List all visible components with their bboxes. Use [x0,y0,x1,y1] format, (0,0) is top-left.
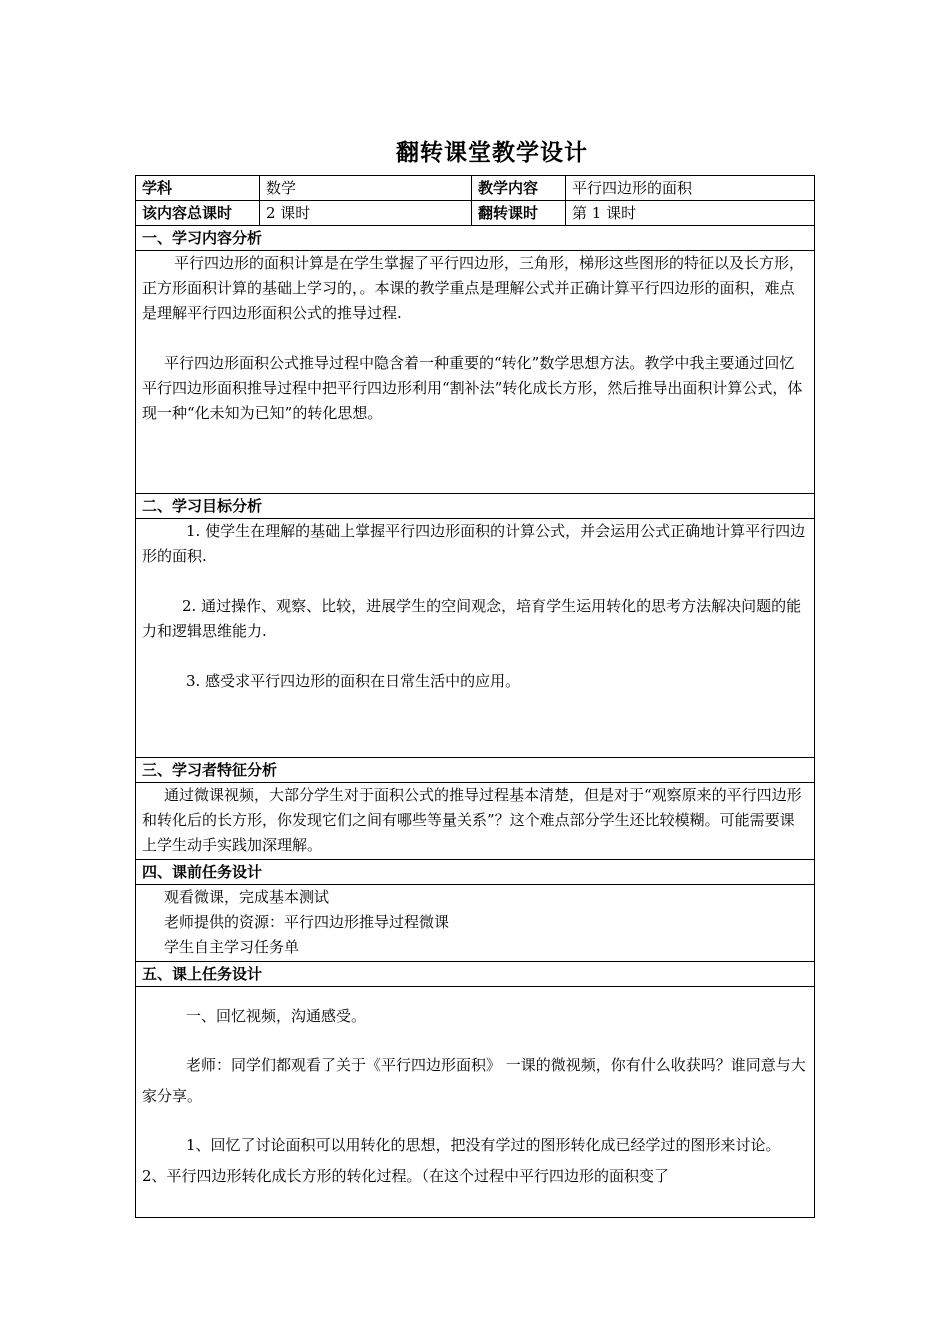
section-3-heading: 三、学习者特征分析 [136,758,815,783]
section-2-heading: 二、学习目标分析 [136,494,815,519]
content-label: 教学内容 [472,176,566,201]
header-row-1 [136,176,815,201]
content-value: 平行四边形的面积 [566,176,815,201]
total-hours-label: 该内容总课时 [136,201,260,226]
flip-hours-value: 第 1 课时 [566,201,815,226]
section-5-heading: 五、课上任务设计 [136,962,815,987]
section-1-paragraph-2: 平行四边形面积公式推导过程中隐含着一种重要的“转化”数学思想方法。教学中我主要通过回忆平行四边形面积推导过程中把平行四边形利用“割补法”转化成长方形，然后推导出面积计算公式，体现一种“化未知为已知”的转化思想。 [142,354,803,422]
goal-2: 2. 通过操作、观察、比较，进展学生的空间观念，培育学生运用转化的思考方法解决问题的能力和逻辑思维能力. [142,597,802,640]
total-hours-value: 2 课时 [260,201,472,226]
pre-task-item-1: 观看微课，完成基本测试 [164,888,330,906]
pre-task-item-3: 学生自主学习任务单 [164,938,300,956]
goal-3: 3. 感受求平行四边形的面积在日常生活中的应用。 [186,672,521,690]
section-2-body [136,519,815,758]
section-5-paragraph-2: 老师：同学们都观看了关于《平行四边形面积》 一课的微视频，你有什么收获吗？谁同意与大家分享。 [142,1056,806,1105]
lesson-design-table [135,175,815,1218]
flip-hours-label: 翻转课时 [472,201,566,226]
section-1-paragraph-1: 平行四边形的面积计算是在学生掌握了平行四边形，三角形，梯形这些图形的特征以及长方形，正方形面积计算的基础上学习的，。本课的教学重点是理解公式并正确计算平行四边形的面积，难点是理解平行四边形面积公式的推导过程. [142,254,805,322]
subject-value: 数学 [260,176,472,201]
header-row-2 [136,201,815,226]
section-3-body [136,783,815,860]
pre-task-item-2: 老师提供的资源：平行四边形推导过程微课 [164,913,450,931]
section-3-paragraph: 通过微课视频，大部分学生对于面积公式的推导过程基本清楚，但是对于“观察原来的平行四边形和转化后的长方形，你发现它们之间有哪些等量关系”？这个难点部分学生还比较模糊。可能需要课上学生动手实践加深理解。 [142,786,802,854]
section-1-heading: 一、学习内容分析 [136,226,815,251]
subject-label: 学科 [136,176,260,201]
page-title: 翻转课堂教学设计 [396,140,588,166]
section-1-body [136,251,815,494]
section-5-paragraph-1: 一、回忆视频，沟通感受。 [186,1007,367,1025]
section-4-body [136,885,815,962]
goal-1: 1. 使学生在理解的基础上掌握平行四边形面积的计算公式，并会运用公式正确地计算平行四边形的面积. [142,522,806,565]
section-5-paragraph-3: 1、回忆了讨论面积可以用转化的思想，把没有学过的图形转化成已经学过的图形来讨论。 2、平行四边形转化成长方形的转化过程。（在这个过程中平行四边形的面积变了 [142,1136,781,1185]
section-5-body [136,987,815,1218]
section-4-heading: 四、课前任务设计 [136,860,815,885]
